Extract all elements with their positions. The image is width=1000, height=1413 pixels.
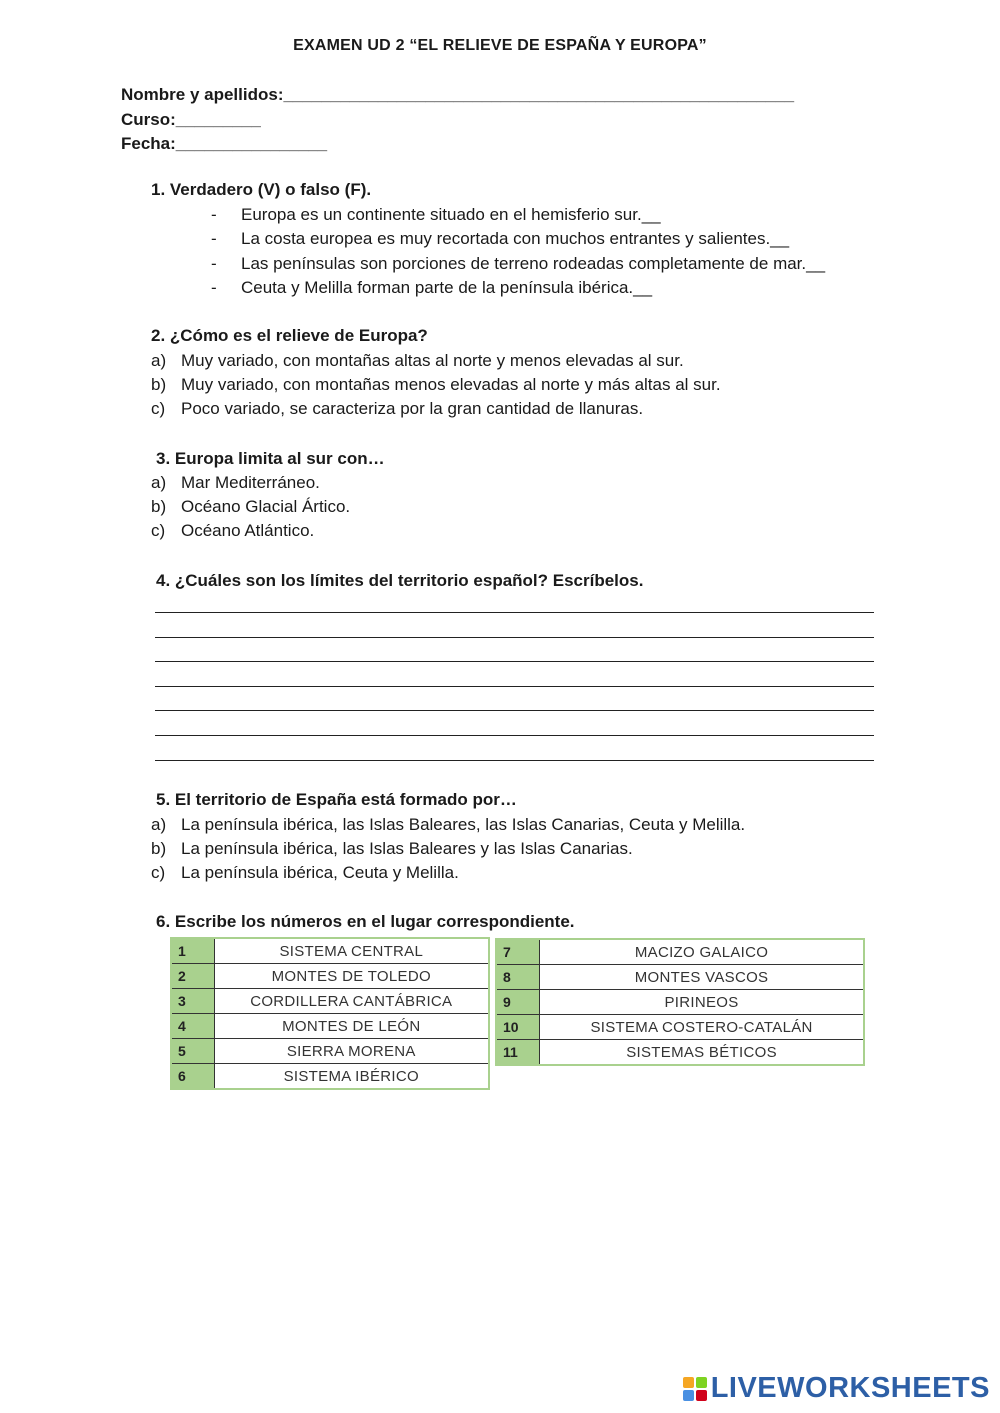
logo-text: LIVEWORKSHEETS [710,1372,990,1404]
table-row[interactable]: 9 PIRINEOS [496,990,864,1015]
logo-icon [683,1377,707,1401]
q2-option-a[interactable]: a) Muy variado, con montañas altas al norte y menos elevadas al sur. [151,351,684,370]
q2-option-c[interactable]: c) Poco variado, se caracteriza por la gran cantidad de llanuras. [151,399,644,418]
name-field[interactable]: Nombre y apellidos:______________________________________________________ [121,85,795,104]
answer-line[interactable] [155,686,874,687]
q1-item-1: Europa es un continente situado en el hemisferio sur.__ [241,205,661,224]
question-1-title: 1. Verdadero (V) o falso (F). [151,180,372,199]
table-row[interactable]: 11 SISTEMAS BÉTICOS [496,1040,864,1066]
relief-table-left [170,937,490,1090]
relief-table-right [495,938,865,1066]
list-item[interactable]: - Ceuta y Melilla forman parte de la península ibérica.__ [211,278,653,297]
table-row[interactable]: 8 MONTES VASCOS [496,965,864,990]
answer-line[interactable] [155,760,874,761]
question-2-title: 2. ¿Cómo es el relieve de Europa? [151,326,428,345]
answer-line[interactable] [155,612,874,613]
answer-line[interactable] [155,661,874,662]
list-item[interactable]: - Las penínsulas son porciones de terreno rodeadas completamente de mar.__ [211,254,826,273]
answer-line[interactable] [155,735,874,736]
page-title: EXAMEN UD 2 “EL RELIEVE DE ESPAÑA Y EUROPA” [293,37,707,54]
answer-line[interactable] [155,637,874,638]
q2-option-b[interactable]: b) Muy variado, con montañas menos elevadas al norte y más altas al sur. [151,375,721,394]
table-row[interactable]: 2 MONTES DE TOLEDO [171,964,489,989]
table-row[interactable]: 10 SISTEMA COSTERO-CATALÁN [496,1015,864,1040]
course-field[interactable]: Curso:_________ [121,110,261,129]
q5-option-a[interactable]: a) La península ibérica, las Islas Baleares, las Islas Canarias, Ceuta y Melilla. [151,815,746,834]
table-row[interactable]: 5 SIERRA MORENA [171,1039,489,1064]
q5-option-c[interactable]: c) La península ibérica, Ceuta y Melilla. [151,863,459,882]
question-3-title: 3. Europa limita al sur con… [156,449,385,468]
list-item[interactable]: - La costa europea es muy recortada con muchos entrantes y salientes.__ [211,229,790,248]
table-row[interactable]: 3 CORDILLERA CANTÁBRICA [171,989,489,1014]
question-5-title: 5. El territorio de España está formado por… [156,790,517,809]
q1-item-3: Las penínsulas son porciones de terreno rodeadas completamente de mar.__ [241,254,826,273]
q5-option-b[interactable]: b) La península ibérica, las Islas Baleares y las Islas Canarias. [151,839,633,858]
table-row[interactable]: 1 SISTEMA CENTRAL [171,938,489,964]
table-row[interactable]: 7 MACIZO GALAICO [496,939,864,965]
q1-item-2: La costa europea es muy recortada con muchos entrantes y salientes.__ [241,229,790,248]
answer-line[interactable] [155,710,874,711]
q3-option-b[interactable]: b) Océano Glacial Ártico. [151,497,351,516]
question-4-title: 4. ¿Cuáles son los límites del territorio español? Escríbelos. [156,571,644,590]
question-6-title: 6. Escribe los números en el lugar correspondiente. [156,912,575,931]
list-item[interactable]: - Europa es un continente situado en el hemisferio sur.__ [211,205,661,224]
table-row[interactable]: 4 MONTES DE LEÓN [171,1014,489,1039]
liveworksheets-logo[interactable] [683,1372,990,1405]
q3-option-c[interactable]: c) Océano Atlántico. [151,521,315,540]
date-field[interactable]: Fecha:________________ [121,134,328,153]
q3-option-a[interactable]: a) Mar Mediterráneo. [151,473,320,492]
table-row[interactable]: 6 SISTEMA IBÉRICO [171,1064,489,1090]
q1-item-4: Ceuta y Melilla forman parte de la península ibérica.__ [241,278,653,297]
